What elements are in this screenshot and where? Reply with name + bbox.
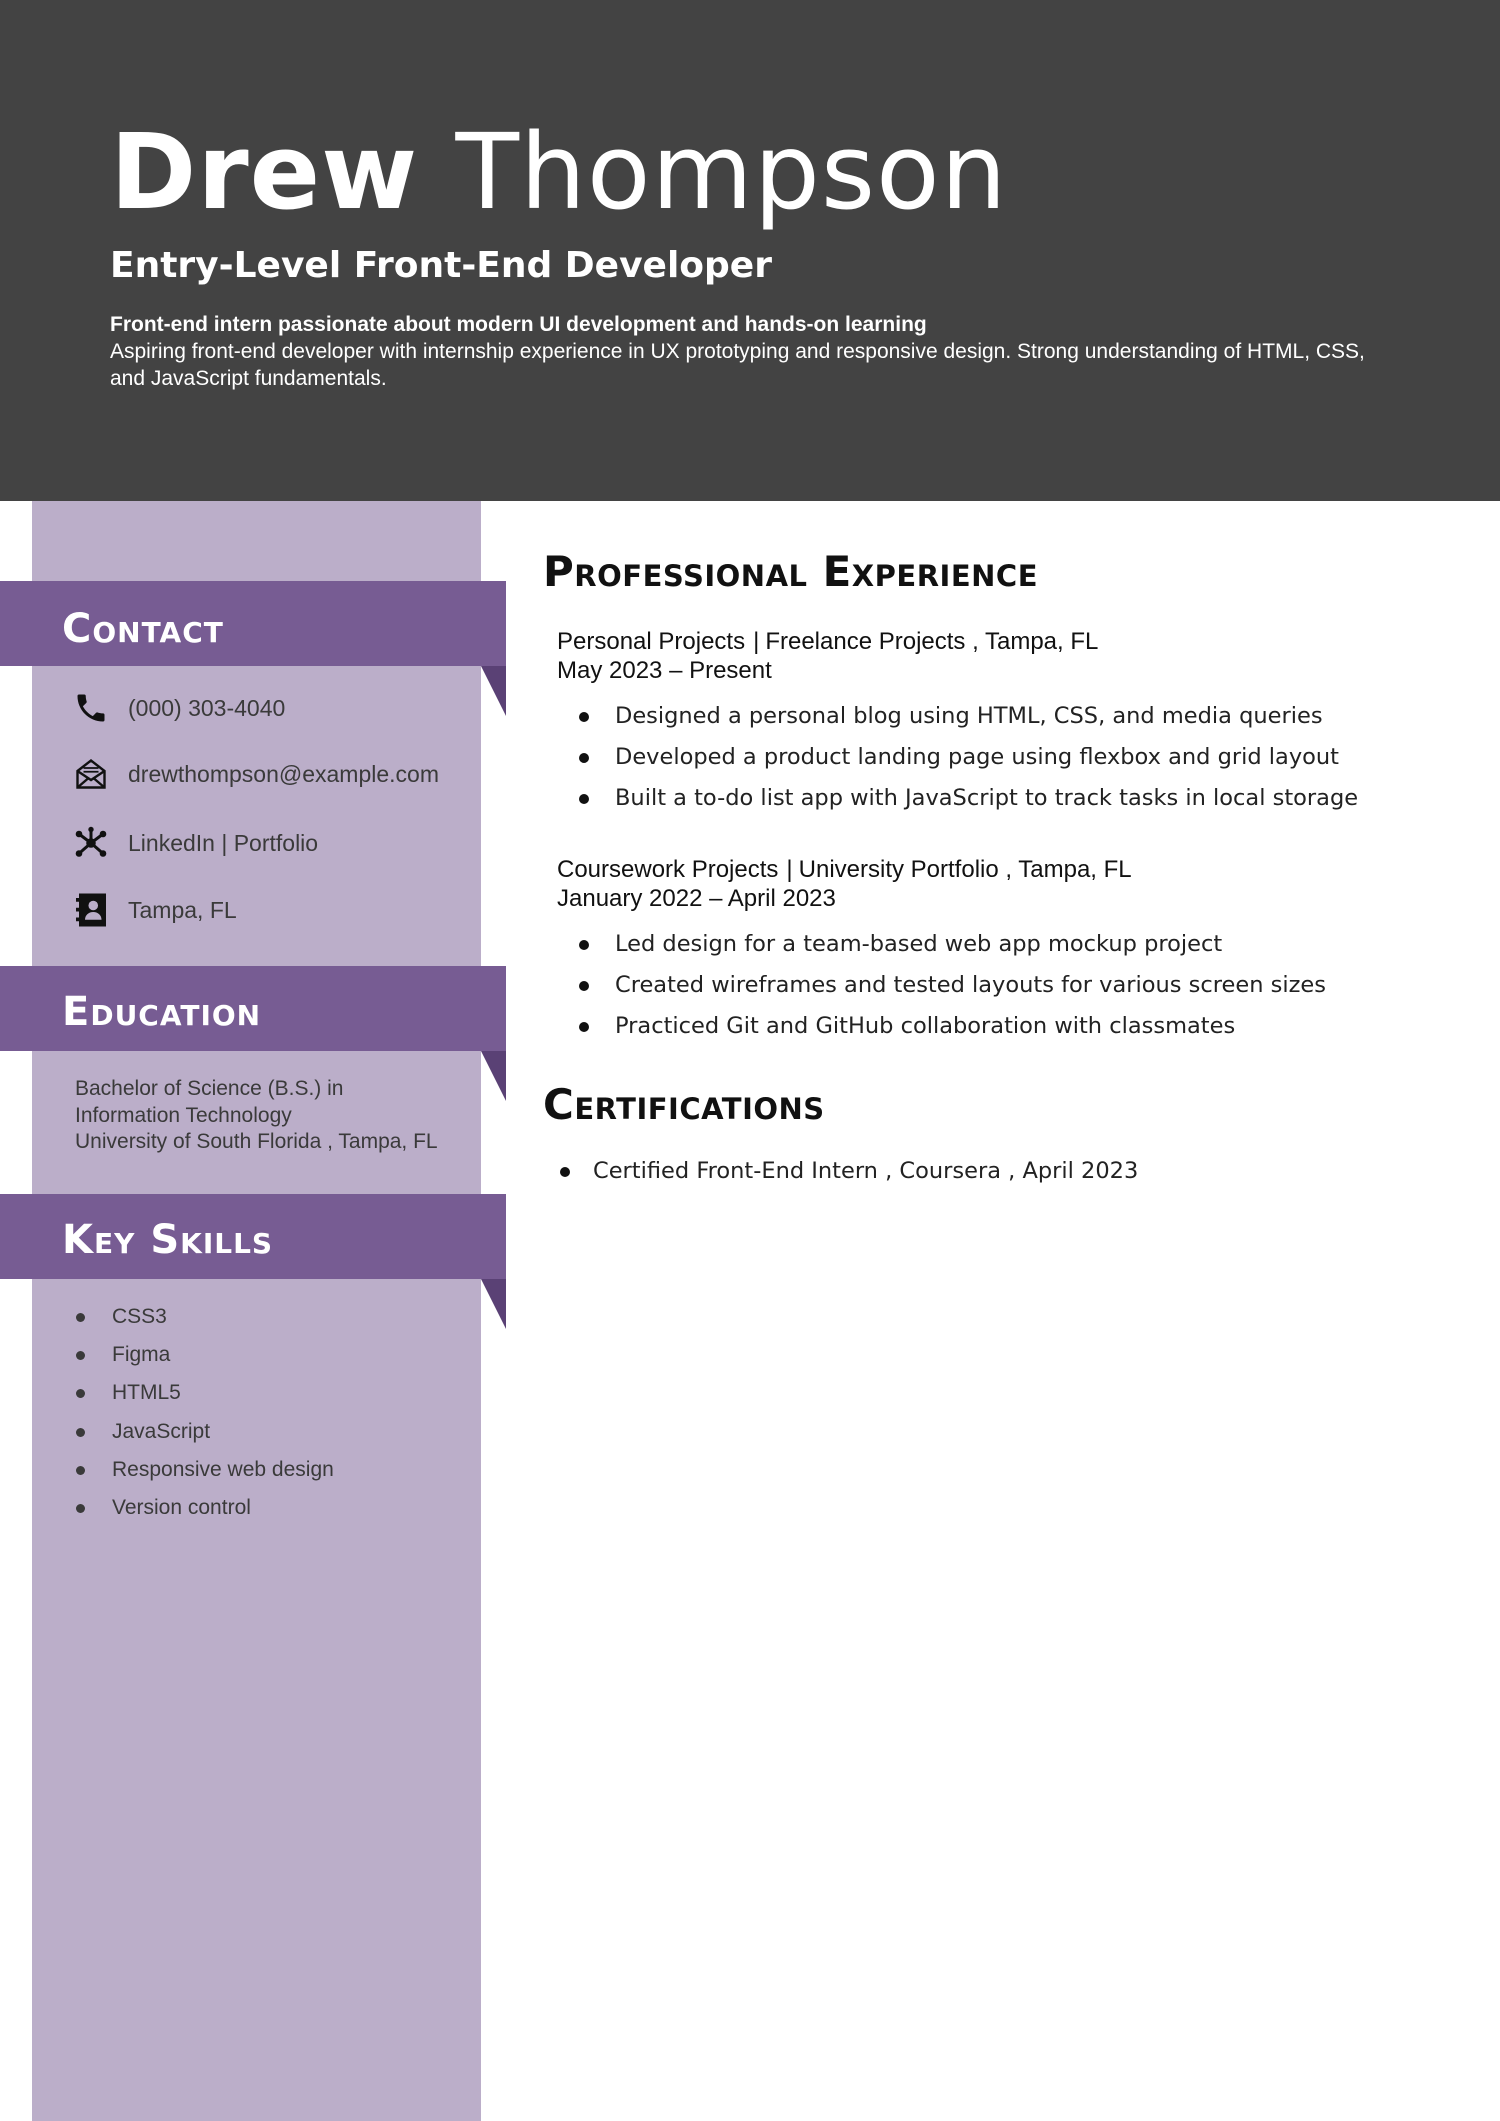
address-book-icon	[72, 891, 110, 929]
list-item: Figma	[74, 1340, 334, 1378]
school: University of South Florida , Tampa, FL	[75, 1130, 438, 1153]
list-item: JavaScript	[74, 1417, 334, 1455]
separator: |	[786, 856, 793, 883]
contact-phone[interactable]	[72, 686, 472, 730]
network-icon	[72, 824, 110, 862]
list-item: HTML5	[74, 1378, 334, 1416]
list-item: Designed a personal blog using HTML, CSS, and media queries	[557, 701, 1358, 742]
job-bullets	[557, 929, 1326, 1052]
contact-heading: Contact	[62, 606, 224, 652]
candidate-name	[110, 112, 1008, 232]
skills-heading: Key Skills	[62, 1217, 274, 1263]
last-name: Thompson	[455, 111, 1008, 233]
email-address: drewthompson@example.com	[128, 760, 439, 787]
first-name: Drew	[110, 111, 419, 233]
job-org: University Portfolio , Tampa, FL	[798, 856, 1132, 883]
job-dates: May 2023 – Present	[557, 657, 772, 684]
education-heading: Education	[62, 989, 262, 1035]
envelope-icon	[72, 755, 110, 793]
contact-links[interactable]	[72, 821, 472, 865]
contact-location	[72, 888, 472, 932]
certifications-list	[557, 1156, 1138, 1197]
list-item: Version control	[74, 1493, 334, 1531]
separator: |	[753, 628, 760, 655]
job-header	[557, 855, 1132, 885]
job-role: Personal Projects	[557, 628, 746, 655]
list-item: Developed a product landing page using flexbox and grid layout	[557, 742, 1358, 783]
list-item: Practiced Git and GitHub collaboration with classmates	[557, 1011, 1326, 1052]
skills-list	[74, 1302, 334, 1531]
tagline: Front-end intern passionate about modern UI development and hands-on learning	[110, 313, 927, 336]
field-of-study: Information Technology	[75, 1103, 292, 1127]
summary: Aspiring front-end developer with internship experience in UX prototyping and responsive design. Strong understanding of HTML, CSS, and JavaScript fundamentals.	[110, 340, 1365, 390]
phone-icon	[72, 689, 110, 727]
list-item: CSS3	[74, 1302, 334, 1340]
job-bullets	[557, 701, 1358, 824]
phone-number: (000) 303-4040	[128, 694, 286, 721]
degree: Bachelor of Science (B.S.) in	[75, 1077, 344, 1100]
location: Tampa, FL	[128, 896, 237, 923]
band-fold	[481, 666, 506, 716]
profile-links: LinkedIn | Portfolio	[128, 829, 319, 856]
band-fold	[481, 1279, 506, 1329]
certifications-heading: Certifications	[543, 1080, 825, 1129]
list-item: Responsive web design	[74, 1455, 334, 1493]
job-role: Coursework Projects	[557, 856, 779, 883]
resume-header	[0, 0, 1500, 501]
list-item: Built a to-do list app with JavaScript to track tasks in local storage	[557, 783, 1358, 824]
job-header	[557, 627, 1098, 657]
job-org: Freelance Projects , Tampa, FL	[765, 628, 1099, 655]
contact-email[interactable]	[72, 752, 472, 796]
experience-heading: Professional Experience	[543, 547, 1039, 596]
job-dates: January 2022 – April 2023	[557, 885, 836, 912]
band-fold	[481, 1051, 506, 1101]
list-item: Created wireframes and tested layouts for various screen sizes	[557, 970, 1326, 1011]
job-title: Entry-Level Front-End Developer	[110, 245, 772, 286]
education-details	[75, 1076, 475, 1156]
list-item: Certified Front-End Intern , Coursera , April 2023	[557, 1156, 1138, 1197]
list-item: Led design for a team-based web app mockup project	[557, 929, 1326, 970]
